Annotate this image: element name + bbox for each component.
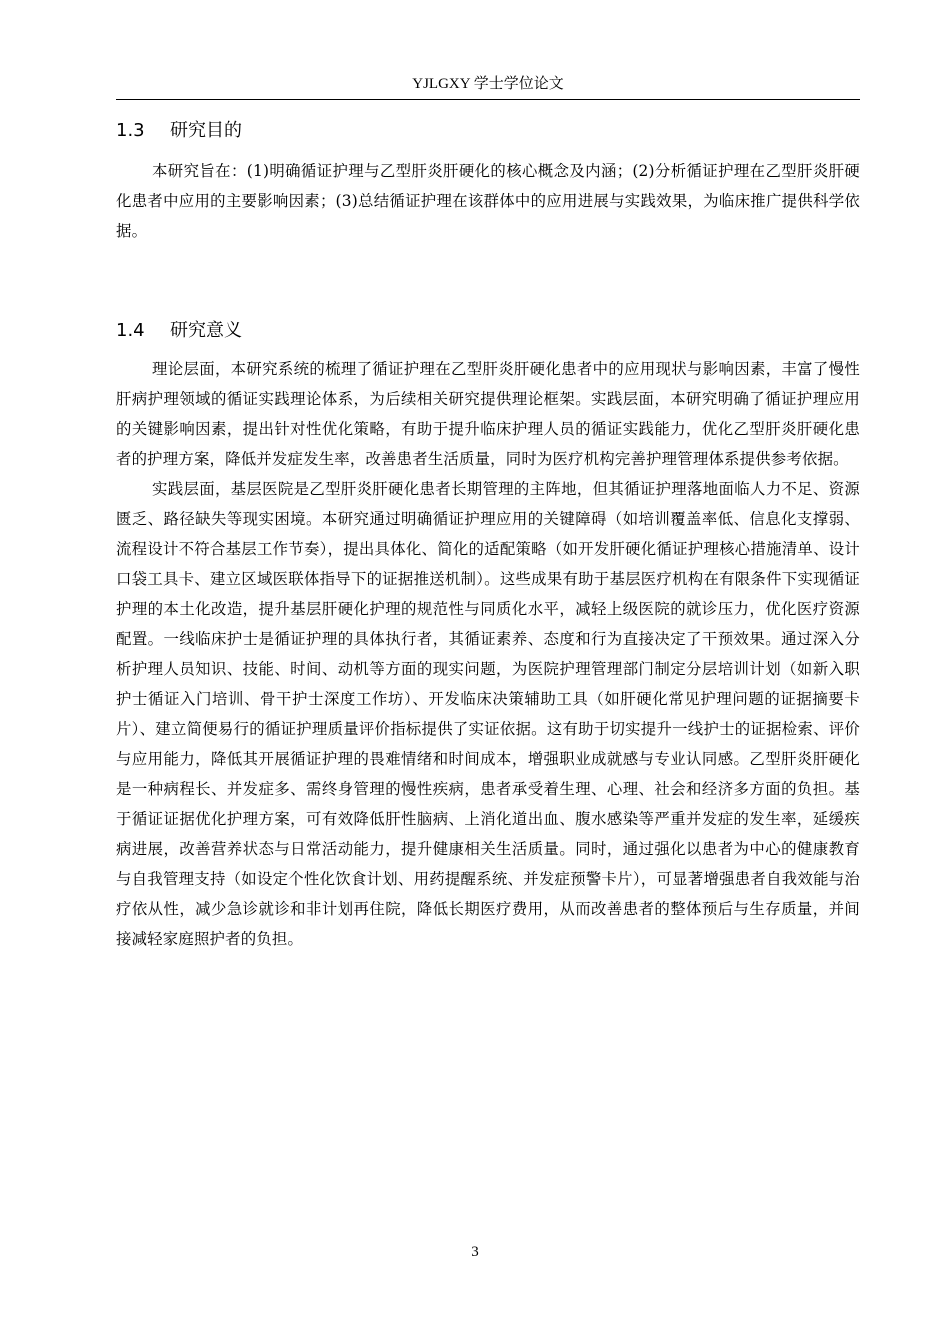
body-paragraph: 理论层面，本研究系统的梳理了循证护理在乙型肝炎肝硬化患者中的应用现状与影响因素，丰富了慢性肝病护理领域的循证实践理论体系，为后续相关研究提供理论框架。实践层面，本研究明确了循证护理应用的关键影响因素，提出针对性优化策略，有助于提升临床护理人员的循证实践能力，优化乙型肝炎肝硬化患者的护理方案，降低并发症发生率，改善患者生活质量，同时为医疗机构完善护理管理体系提供参考依据。: [116, 360, 860, 468]
header-rule: [116, 99, 860, 100]
running-header: YJLGXY 学士学位论文: [412, 76, 564, 92]
page-number: 3: [471, 1244, 479, 1260]
body-paragraph: 实践层面，基层医院是乙型肝炎肝硬化患者长期管理的主阵地，但其循证护理落地面临人力不足、资源匮乏、路径缺失等现实困境。本研究通过明确循证护理应用的关键障碍（如培训覆盖率低、信息化支撑弱、流程设计不符合基层工作节奏），提出具体化、简化的适配策略（如开发肝硬化循证护理核心措施清单、设计口袋工具卡、建立区域医联体指导下的证据推送机制）。这些成果有助于基层医疗机构在有限条件下实现循证护理的本土化改造，提升基层肝硬化护理的规范性与同质化水平，减轻上级医院的就诊压力，优化医疗资源配置。一线临床护士是循证护理的具体执行者，其循证素养、态度和行为直接决定了干预效果。通过深入分析护理人员知识、技能、时间、动机等方面的现实问题，为医院护理管理部门制定分层培训计划（如新入职护士循证入门培训、骨干护士深度工作坊）、开发临床决策辅助工具（如肝硬化常见护理问题的证据摘要卡片）、建立简便易行的循证护理质量评价指标提供了实证依据。这有助于切实提升一线护士的证据检索、评价与应用能力，降低其开展循证护理的畏难情绪和时间成本，增强职业成就感与专业认同感。乙型肝炎肝硬化是一种病程长、并发症多、需终身管理的慢性疾病，患者承受着生理、心理、社会和经济多方面的负担。基于循证证据优化护理方案，可有效降低肝性脑病、上消化道出血、腹水感染等严重并发症的发生率，延缓疾病进展，改善营养状态与日常活动能力，提升健康相关生活质量。同时，通过强化以患者为中心的健康教育与自我管理支持（如设定个性化饮食计划、用药提醒系统、并发症预警卡片），可显著增强患者自我效能与治疗依从性，减少急诊就诊和非计划再住院，降低长期医疗费用，从而改善患者的整体预后与生存质量，并间接减轻家庭照护者的负担。: [116, 480, 860, 948]
page-content: [116, 116, 860, 954]
section-number: 1.3: [116, 120, 145, 141]
section-title: 研究目的: [170, 120, 242, 141]
body-paragraph: 本研究旨在：(1)明确循证护理与乙型肝炎肝硬化的核心概念及内涵；(2)分析循证护理在乙型肝炎肝硬化患者中应用的主要影响因素；(3)总结循证护理在该群体中的应用进展与实践效果，为临床推广提供科学依据。: [116, 162, 860, 240]
section-heading-1-3: [116, 116, 860, 146]
section-heading-1-4: [116, 316, 860, 346]
section-title: 研究意义: [170, 320, 242, 341]
section-number: 1.4: [116, 320, 145, 341]
